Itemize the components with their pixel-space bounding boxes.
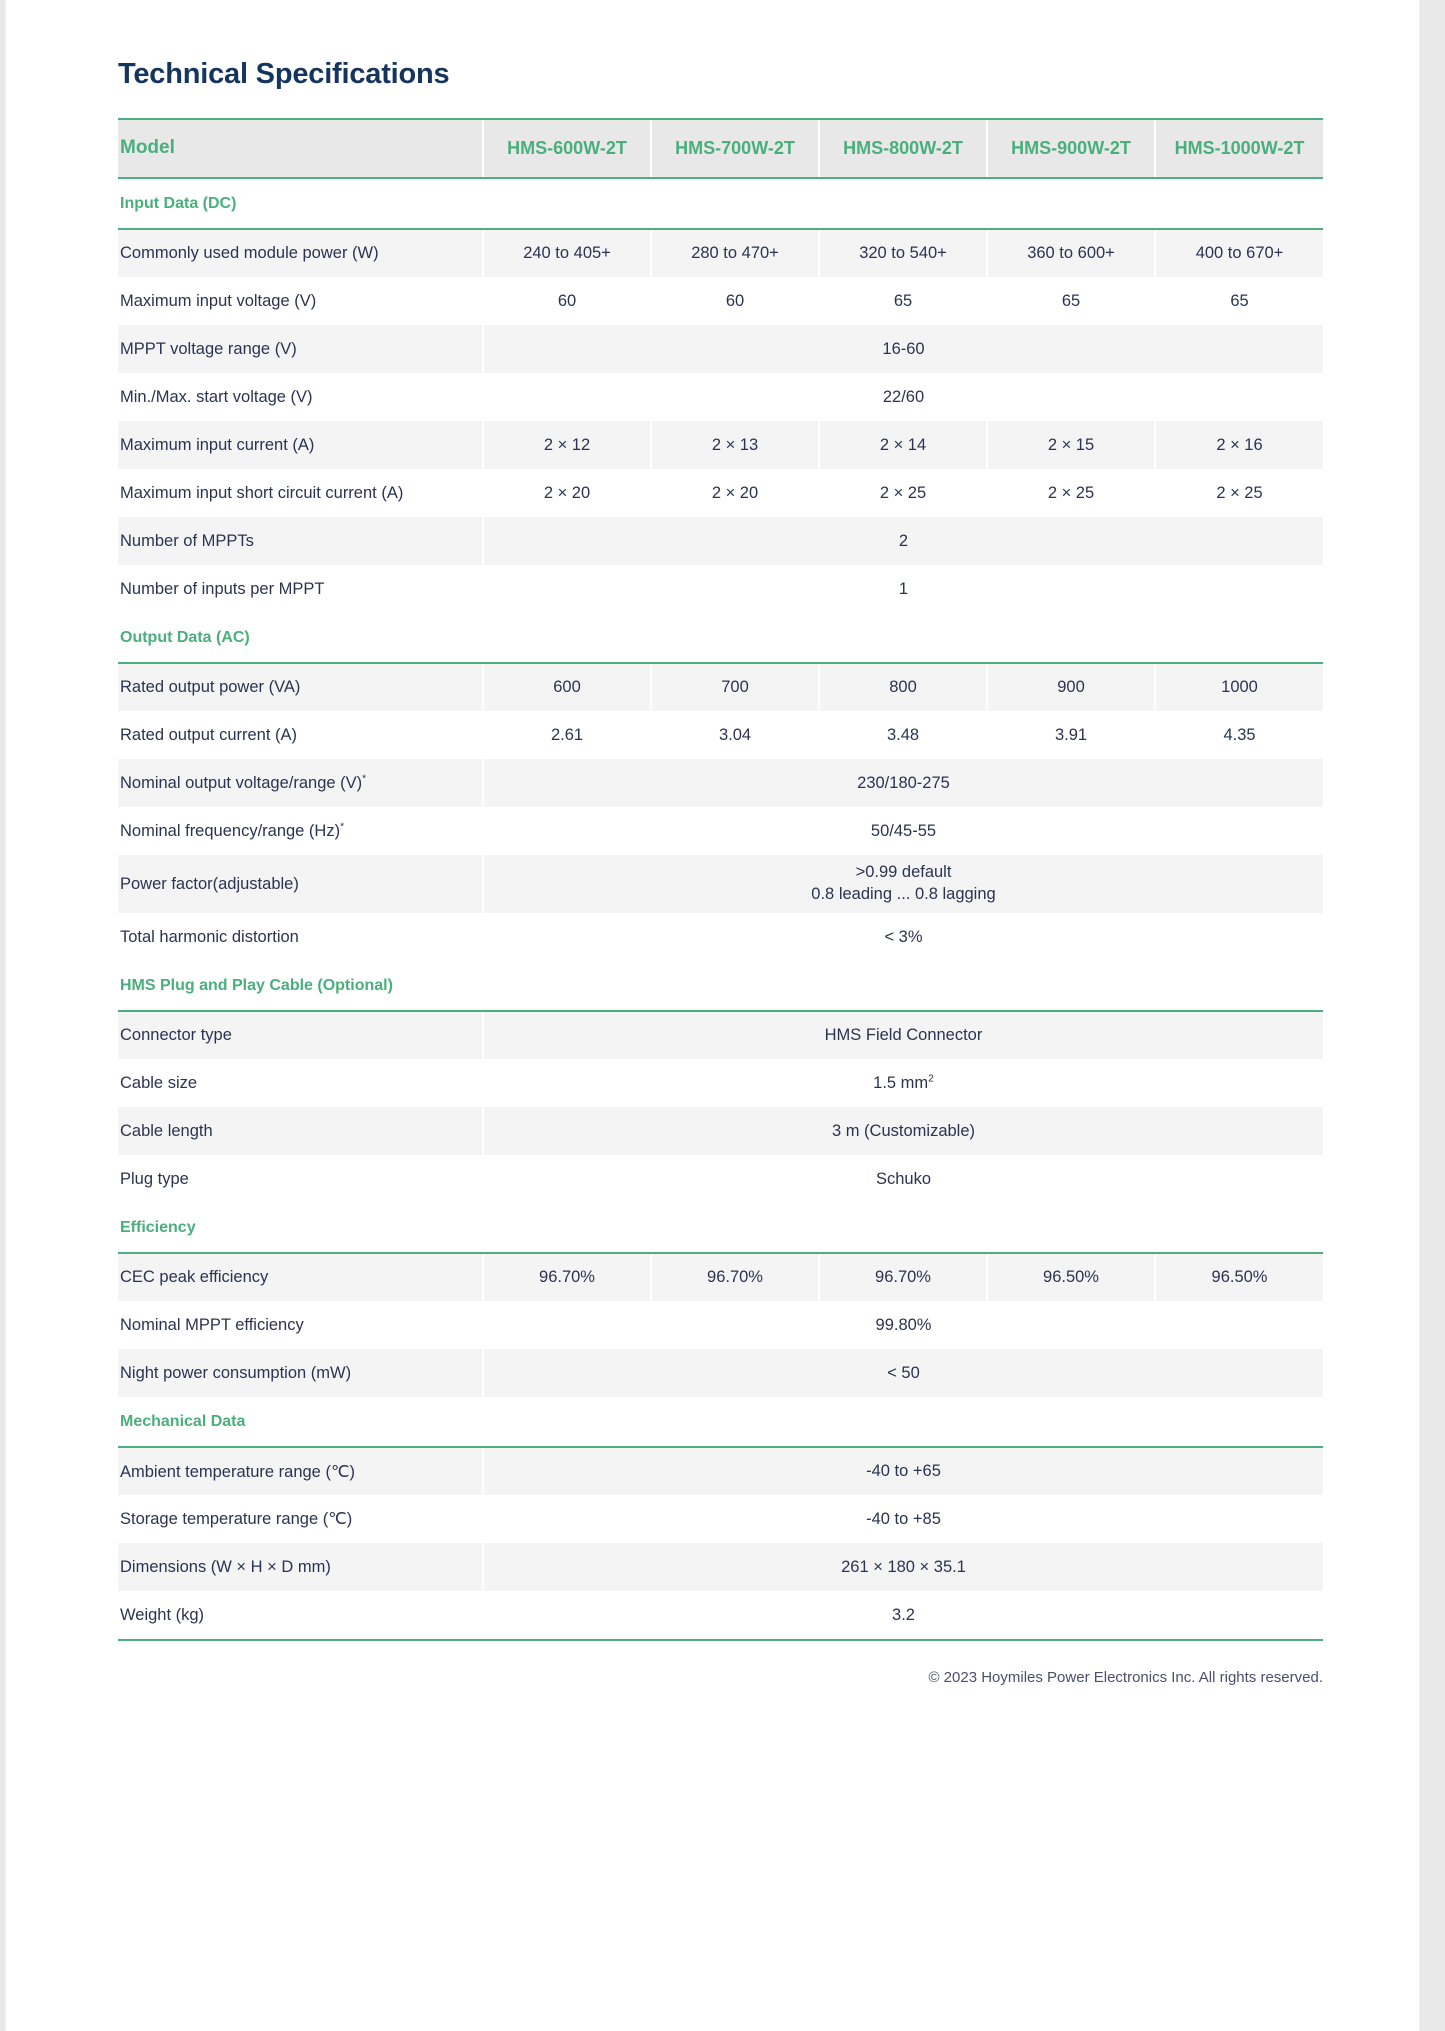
spec-row bbox=[118, 1301, 1323, 1349]
spec-row-value-merged bbox=[483, 1155, 1323, 1203]
spec-row-value: 96.50% bbox=[987, 1253, 1155, 1301]
spec-row-value-merged bbox=[483, 759, 1323, 807]
spec-row-label bbox=[118, 1447, 483, 1495]
spec-row-label-text: Min./Max. start voltage (V) bbox=[120, 387, 313, 406]
spec-row bbox=[118, 1591, 1323, 1639]
spec-row-label bbox=[118, 663, 483, 711]
spec-row-value: 2 × 20 bbox=[483, 469, 651, 517]
spec-row-label bbox=[118, 1591, 483, 1639]
footnote-marker: * bbox=[362, 773, 367, 784]
spec-row-label bbox=[118, 1495, 483, 1543]
spec-row bbox=[118, 277, 1323, 325]
spec-row-value: 65 bbox=[1155, 277, 1323, 325]
spec-row-value-text: < 50 bbox=[887, 1363, 920, 1382]
spec-row bbox=[118, 1059, 1323, 1107]
spec-row-value-merged bbox=[483, 1543, 1323, 1591]
spec-row-value-merged bbox=[483, 1301, 1323, 1349]
spec-row bbox=[118, 913, 1323, 961]
section-title: Input Data (DC) bbox=[118, 178, 1323, 229]
column-header-model-variant: HMS-800W-2T bbox=[819, 119, 987, 178]
spec-row-label bbox=[118, 807, 483, 855]
spec-row-label-text: Number of MPPTs bbox=[120, 531, 254, 550]
spec-row-value: 60 bbox=[651, 277, 819, 325]
spec-row-value: 2 × 25 bbox=[987, 469, 1155, 517]
spec-row-label-text: Nominal frequency/range (Hz) bbox=[120, 821, 341, 840]
spec-row-value: 2.61 bbox=[483, 711, 651, 759]
spec-row-value-merged bbox=[483, 1495, 1323, 1543]
spec-row bbox=[118, 711, 1323, 759]
spec-row-value-merged bbox=[483, 325, 1323, 373]
spec-row-label-text: Weight (kg) bbox=[120, 1605, 205, 1624]
column-header-model-variant: HMS-1000W-2T bbox=[1155, 119, 1323, 178]
spec-row-value-text: -40 to +85 bbox=[866, 1509, 941, 1528]
spec-row-value-text: < 3% bbox=[884, 927, 923, 946]
spec-row-label bbox=[118, 517, 483, 565]
spec-row-value: 600 bbox=[483, 663, 651, 711]
spec-row-label bbox=[118, 421, 483, 469]
footnote-marker: * bbox=[340, 821, 345, 832]
spec-row-value: 400 to 670+ bbox=[1155, 229, 1323, 277]
spec-row-label-text: Connector type bbox=[120, 1026, 232, 1044]
spec-row-label bbox=[118, 1155, 483, 1203]
spec-row-value-text: 1 bbox=[898, 579, 909, 598]
spec-row-label-text: Maximum input voltage (V) bbox=[120, 291, 317, 310]
section-title: HMS Plug and Play Cable (Optional) bbox=[118, 961, 1323, 1011]
spec-table-body bbox=[118, 119, 1323, 1639]
spec-row-label bbox=[118, 373, 483, 421]
spec-row-label-text: Commonly used module power (W) bbox=[120, 244, 379, 262]
spec-row-value-text: 99.80% bbox=[875, 1315, 932, 1334]
spec-row bbox=[118, 1011, 1323, 1059]
spec-row-label-text: CEC peak efficiency bbox=[120, 1268, 269, 1286]
spec-row-value: 800 bbox=[819, 663, 987, 711]
spec-row-value: 4.35 bbox=[1155, 711, 1323, 759]
copyright-footer: © 2023 Hoymiles Power Electronics Inc. All rights reserved. bbox=[928, 1669, 1323, 1686]
spec-row-value-line: 0.8 leading ... 0.8 lagging bbox=[811, 885, 996, 903]
spec-row-value-merged bbox=[483, 373, 1323, 421]
spec-row-label bbox=[118, 1543, 483, 1591]
spec-row-value: 2 × 20 bbox=[651, 469, 819, 517]
spec-row-value: 96.50% bbox=[1155, 1253, 1323, 1301]
spec-row bbox=[118, 517, 1323, 565]
spec-row-label-text: Maximum input current (A) bbox=[120, 435, 315, 454]
section-title-row bbox=[118, 1397, 1323, 1447]
spec-row-label-text: Ambient temperature range (℃) bbox=[120, 1462, 355, 1481]
spec-row bbox=[118, 855, 1323, 913]
section-title-row bbox=[118, 961, 1323, 1011]
spec-row bbox=[118, 565, 1323, 613]
spec-row-label-text: Dimensions (W × H × D mm) bbox=[120, 1557, 331, 1576]
page-title: Technical Specifications bbox=[118, 58, 450, 90]
spec-row-label-text: Plug type bbox=[120, 1169, 189, 1188]
spec-row-label-text: Total harmonic distortion bbox=[120, 927, 299, 946]
spec-row bbox=[118, 325, 1323, 373]
spec-row-value-text: 16-60 bbox=[882, 339, 925, 358]
spec-row-value: 280 to 470+ bbox=[651, 229, 819, 277]
spec-row bbox=[118, 1543, 1323, 1591]
page-content bbox=[96, 58, 1329, 1686]
spec-row-value: 2 × 12 bbox=[483, 421, 651, 469]
spec-row-value: 65 bbox=[987, 277, 1155, 325]
spec-row-value: 3.48 bbox=[819, 711, 987, 759]
spec-row-label bbox=[118, 229, 483, 277]
spec-row-value: 320 to 540+ bbox=[819, 229, 987, 277]
section-title: Mechanical Data bbox=[118, 1397, 1323, 1447]
spec-row-value-merged bbox=[483, 913, 1323, 961]
spec-row-value-text: 230/180-275 bbox=[857, 773, 950, 792]
spec-row-value-line: >0.99 default bbox=[855, 863, 952, 882]
spec-row-label-text: Storage temperature range (℃) bbox=[120, 1510, 353, 1528]
spec-row-label bbox=[118, 913, 483, 961]
spec-row-label-text: Nominal output voltage/range (V) bbox=[120, 773, 363, 792]
spec-row-label bbox=[118, 1301, 483, 1349]
spec-row-value: 240 to 405+ bbox=[483, 229, 651, 277]
spec-row-value-merged bbox=[483, 855, 1323, 913]
spec-row bbox=[118, 807, 1323, 855]
spec-row-value-text: 1.5 mm bbox=[873, 1073, 929, 1092]
spec-row-label-text: Rated output power (VA) bbox=[120, 678, 301, 696]
spec-row-value-text: Schuko bbox=[875, 1169, 932, 1188]
spec-row bbox=[118, 469, 1323, 517]
spec-row-value-text: 2 bbox=[898, 531, 909, 550]
spec-row-label bbox=[118, 1011, 483, 1059]
section-title: Output Data (AC) bbox=[118, 613, 1323, 663]
spec-row-label bbox=[118, 1107, 483, 1155]
spec-row-value: 3.91 bbox=[987, 711, 1155, 759]
spec-row-label-text: Maximum input short circuit current (A) bbox=[120, 483, 404, 502]
spec-row-value: 900 bbox=[987, 663, 1155, 711]
spec-row bbox=[118, 1155, 1323, 1203]
section-title: Efficiency bbox=[118, 1203, 1323, 1253]
spec-row-value-text: HMS Field Connector bbox=[824, 1026, 983, 1044]
spec-row-value: 65 bbox=[819, 277, 987, 325]
spec-row-label-text: MPPT voltage range (V) bbox=[120, 339, 297, 358]
spec-row-value-merged bbox=[483, 807, 1323, 855]
spec-row bbox=[118, 759, 1323, 807]
spec-row-value: 2 × 16 bbox=[1155, 421, 1323, 469]
spec-row-value-merged bbox=[483, 1011, 1323, 1059]
spec-row-value: 60 bbox=[483, 277, 651, 325]
spec-row-value-merged bbox=[483, 1349, 1323, 1397]
spec-row-label bbox=[118, 277, 483, 325]
spec-row-value-text: 3.2 bbox=[892, 1605, 915, 1624]
spec-row-label-text: Rated output current (A) bbox=[120, 725, 298, 744]
spec-row-value-merged bbox=[483, 1447, 1323, 1495]
spec-row bbox=[118, 229, 1323, 277]
spec-row-value: 360 to 600+ bbox=[987, 229, 1155, 277]
spec-row-value: 96.70% bbox=[651, 1253, 819, 1301]
spec-row-label bbox=[118, 469, 483, 517]
spec-row bbox=[118, 1447, 1323, 1495]
spec-row-value: 96.70% bbox=[483, 1253, 651, 1301]
spec-row-label bbox=[118, 325, 483, 373]
spec-row bbox=[118, 1349, 1323, 1397]
spec-row-label-text: Night power consumption (mW) bbox=[120, 1363, 352, 1382]
column-header-model-variant: HMS-900W-2T bbox=[987, 119, 1155, 178]
spec-row bbox=[118, 421, 1323, 469]
spec-row bbox=[118, 1107, 1323, 1155]
spec-row-value: 2 × 13 bbox=[651, 421, 819, 469]
spec-row-value: 700 bbox=[651, 663, 819, 711]
spec-row-label bbox=[118, 1253, 483, 1301]
spec-row bbox=[118, 663, 1323, 711]
spec-row-value: 2 × 15 bbox=[987, 421, 1155, 469]
spec-row-value-merged bbox=[483, 1059, 1323, 1107]
spec-row-label-text: Power factor(adjustable) bbox=[120, 874, 299, 893]
spec-row-value: 3.04 bbox=[651, 711, 819, 759]
column-header-model: Model bbox=[118, 119, 483, 178]
section-title-row bbox=[118, 178, 1323, 229]
spec-row-label-text: Cable length bbox=[120, 1121, 213, 1140]
table-header-row bbox=[118, 119, 1323, 178]
spec-row-value-text: 50/45-55 bbox=[870, 821, 937, 840]
spec-row bbox=[118, 373, 1323, 421]
spec-row-value-merged bbox=[483, 1591, 1323, 1639]
spec-row-value: 2 × 25 bbox=[819, 469, 987, 517]
spec-row-value-text: -40 to +65 bbox=[866, 1462, 941, 1480]
column-header-model-variant: HMS-700W-2T bbox=[651, 119, 819, 178]
spec-row-label bbox=[118, 565, 483, 613]
spec-row-label bbox=[118, 1059, 483, 1107]
document-page bbox=[6, 0, 1419, 2031]
spec-row-value-merged bbox=[483, 517, 1323, 565]
spec-row-value-text: 3 m (Customizable) bbox=[831, 1121, 976, 1140]
spec-row-label bbox=[118, 759, 483, 807]
spec-row bbox=[118, 1495, 1323, 1543]
spec-row-label bbox=[118, 711, 483, 759]
spec-row-value-merged bbox=[483, 1107, 1323, 1155]
spec-row-value-merged bbox=[483, 565, 1323, 613]
spec-row-label-text: Nominal MPPT efficiency bbox=[120, 1315, 304, 1334]
spec-row-label-text: Cable size bbox=[120, 1073, 198, 1092]
spec-row-value-text: 261 × 180 × 35.1 bbox=[841, 1557, 966, 1576]
spec-row-label bbox=[118, 1349, 483, 1397]
unit-exponent: 2 bbox=[928, 1073, 934, 1084]
spec-row-label bbox=[118, 855, 483, 913]
section-title-row bbox=[118, 613, 1323, 663]
spec-row-value: 1000 bbox=[1155, 663, 1323, 711]
spec-row-label-text: Number of inputs per MPPT bbox=[120, 579, 325, 598]
spec-row-value: 2 × 14 bbox=[819, 421, 987, 469]
section-title-row bbox=[118, 1203, 1323, 1253]
spec-row-value-text: 22/60 bbox=[882, 387, 925, 406]
spec-row-value: 96.70% bbox=[819, 1253, 987, 1301]
spec-row bbox=[118, 1253, 1323, 1301]
column-header-model-variant: HMS-600W-2T bbox=[483, 119, 651, 178]
spec-row-value: 2 × 25 bbox=[1155, 469, 1323, 517]
technical-specifications-table bbox=[118, 118, 1323, 1639]
